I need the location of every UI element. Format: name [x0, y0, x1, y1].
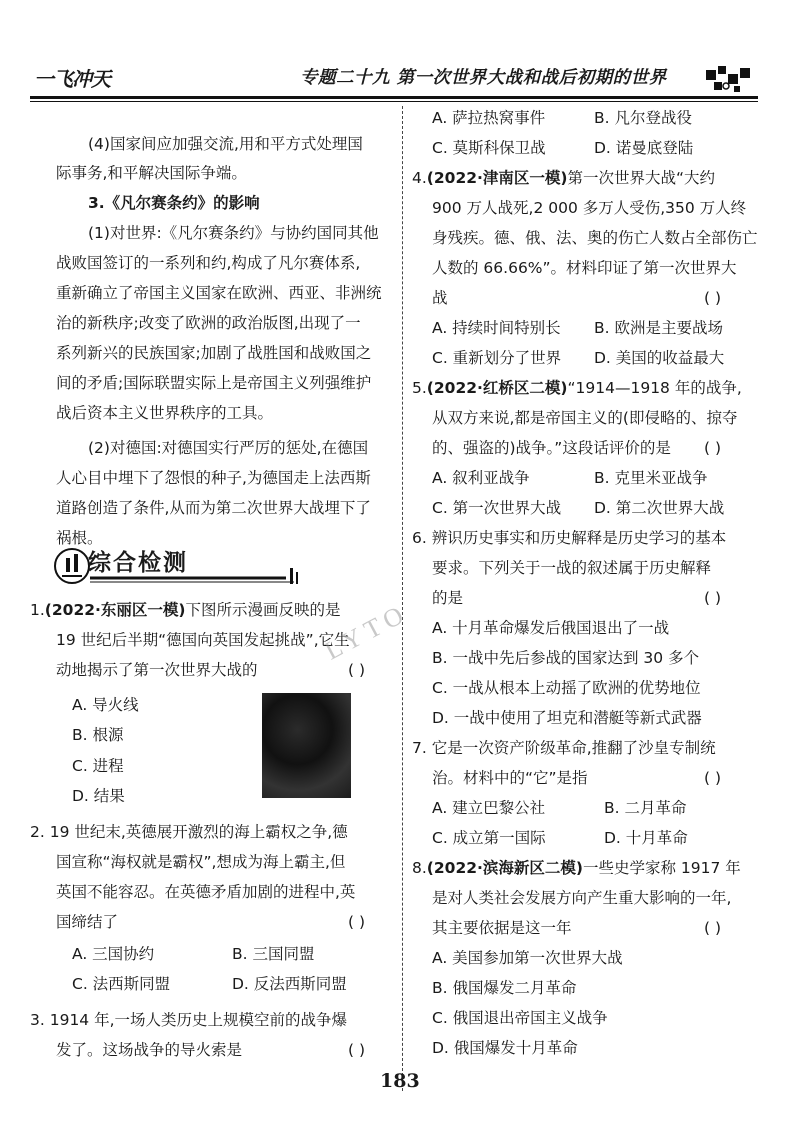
question-text: 身残疾。德、俄、法、奥的伤亡人数占全部伤亡 [432, 229, 758, 247]
question-text: 一些史学家称 1917 年 [583, 859, 741, 877]
intro-line: (4)国家间应加强交流,用和平方式处理国 [88, 135, 363, 153]
question-text: 下图所示漫画反映的是 [185, 601, 341, 619]
section-heading: 3.《凡尔赛条约》的影响 [88, 194, 260, 212]
paragraph-line: 道路创造了条件,从而为第二次世界大战埋下了 [56, 499, 371, 517]
question-number: 5. [412, 379, 427, 397]
paragraph-line: 人心目中埋下了怨恨的种子,为德国走上法西斯 [56, 469, 371, 487]
question-text: 900 万人战死,2 000 多万人受伤,350 万人终 [432, 199, 747, 217]
question-source: (2022·津南区一模) [426, 169, 568, 187]
question-text: 7. 它是一次资产阶级革命,推翻了沙皇专制统 [412, 739, 716, 757]
question-text: 的是 [432, 589, 464, 607]
option-b: B. 根源 [72, 726, 124, 744]
question-text: 3. 1914 年,一场人类历史上规模空前的战争爆 [30, 1011, 348, 1029]
option-c: C. 重新划分了世界 [432, 349, 562, 367]
option-a: A. 十月革命爆发后俄国退出了一战 [432, 619, 670, 637]
answer-paren: ( ) [348, 1041, 366, 1059]
column-divider [402, 106, 403, 1091]
option-c: C. 莫斯科保卫战 [432, 139, 546, 157]
paragraph-line: 系列新兴的民族国家;加剧了战胜国和战败国之 [56, 344, 372, 362]
option-b: B. 二月革命 [604, 799, 687, 817]
option-c: C. 进程 [72, 757, 124, 775]
question-text: 6. 辨识历史事实和历史解释是历史学习的基本 [412, 529, 727, 547]
question-4 [412, 168, 715, 188]
option-d: D. 第二次世界大战 [594, 499, 725, 517]
paragraph-line: 战后资本主义世界秩序的工具。 [56, 404, 274, 422]
option-b: B. 俄国爆发二月革命 [432, 979, 577, 997]
question-text: 其主要依据是这一年 [432, 919, 572, 937]
option-a: A. 叙利亚战争 [432, 469, 530, 487]
answer-paren: ( ) [704, 919, 722, 937]
option-d: D. 反法西斯同盟 [232, 975, 347, 993]
cartoon-image [262, 693, 351, 798]
banner-title: 综合检测 [88, 550, 188, 576]
question-text: 是对人类社会发展方向产生重大影响的一年, [432, 889, 732, 907]
answer-paren: ( ) [704, 589, 722, 607]
question-text: “1914—1918 年的战争, [567, 379, 742, 397]
watermark-text: LYTO [320, 597, 414, 666]
option-d: D. 俄国爆发十月革命 [432, 1039, 578, 1057]
question-text: 要求。下列关于一战的叙述属于历史解释 [432, 559, 712, 577]
answer-paren: ( ) [348, 661, 366, 679]
header-decoration-icon [704, 64, 752, 94]
paragraph-line: 祸根。 [56, 529, 103, 547]
option-a: A. 导火线 [72, 696, 139, 714]
question-text: 国宣称“海权就是霸权”,想成为海上霸主,但 [56, 853, 346, 871]
question-text: 治。材料中的“它”是指 [432, 769, 588, 787]
option-a: A. 三国协约 [72, 945, 155, 963]
option-d: D. 诺曼底登陆 [594, 139, 694, 157]
question-8 [412, 858, 741, 878]
option-a: A. 美国参加第一次世界大战 [432, 949, 623, 967]
question-text: 动地揭示了第一次世界大战的 [56, 661, 258, 679]
question-number: 4. [412, 169, 427, 187]
question-text: 的、强盗的)战争。”这段话评价的是 [432, 439, 671, 457]
question-text: 发了。这场战争的导火索是 [56, 1041, 243, 1059]
answer-paren: ( ) [704, 769, 722, 787]
option-b: B. 克里米亚战争 [594, 469, 708, 487]
option-c: C. 法西斯同盟 [72, 975, 171, 993]
option-a: A. 萨拉热窝事件 [432, 109, 546, 127]
intro-line: 际事务,和平解决国际争端。 [56, 164, 247, 182]
answer-paren: ( ) [704, 289, 722, 307]
paragraph-line: 战败国签订的一系列和约,构成了凡尔赛体系, [56, 254, 361, 272]
paragraph-line: 间的矛盾;国际联盟实际上是帝国主义列强维护 [56, 374, 372, 392]
question-text: 19 世纪后半期“德国向英国发起挑战”,它生 [56, 631, 350, 649]
question-text: 战 [432, 289, 448, 307]
question-source: (2022·红桥区二模) [426, 379, 568, 397]
option-d: D. 结果 [72, 787, 125, 805]
page-number: 183 [380, 1070, 420, 1092]
option-c: C. 第一次世界大战 [432, 499, 562, 517]
option-a: A. 持续时间特别长 [432, 319, 561, 337]
question-1 [30, 600, 341, 620]
option-b: B. 三国同盟 [232, 945, 315, 963]
option-d: D. 十月革命 [604, 829, 688, 847]
question-text: 从双方来说,都是帝国主义的(即侵略的、掠夺 [432, 409, 738, 427]
answer-paren: ( ) [704, 439, 722, 457]
paragraph-line: 治的新秩序;改变了欧洲的政治版图,出现了一 [56, 314, 361, 332]
option-a: A. 建立巴黎公社 [432, 799, 546, 817]
option-b: B. 一战中先后参战的国家达到 30 多个 [432, 649, 700, 667]
question-text: 人数的 66.66%”。材料印证了第一次世界大 [432, 259, 737, 277]
question-text: 第一次世界大战“大约 [567, 169, 716, 187]
answer-paren: ( ) [348, 913, 366, 931]
option-c: C. 俄国退出帝国主义战争 [432, 1009, 608, 1027]
option-c: C. 成立第一国际 [432, 829, 546, 847]
option-b: B. 凡尔登战役 [594, 109, 692, 127]
header-rule-thin [30, 101, 758, 102]
chapter-title: 专题二十九 第一次世界大战和战后初期的世界 [300, 68, 667, 88]
question-source: (2022·东丽区一模) [44, 601, 186, 619]
question-text: 2. 19 世纪末,英德展开激烈的海上霸权之争,德 [30, 823, 348, 841]
question-number: 8. [412, 859, 427, 877]
paragraph-line: (2)对德国:对德国实行严厉的惩处,在德国 [88, 439, 369, 457]
question-text: 英国不能容忍。在英德矛盾加剧的进程中,英 [56, 883, 356, 901]
header-rule-thick [30, 96, 758, 99]
paragraph-line: 重新确立了帝国主义国家在欧洲、西亚、非洲统 [56, 284, 382, 302]
question-number: 1. [30, 601, 45, 619]
paragraph-line: (1)对世界:《凡尔赛条约》与协约国同其他 [88, 224, 379, 242]
option-d: D. 美国的收益最大 [594, 349, 725, 367]
question-source: (2022·滨海新区二模) [426, 859, 583, 877]
option-b: B. 欧洲是主要战场 [594, 319, 723, 337]
brand-logo-text: 一飞冲天 [34, 67, 110, 91]
option-d: D. 一战中使用了坦克和潜艇等新式武器 [432, 709, 702, 727]
question-5 [412, 378, 742, 398]
option-c: C. 一战从根本上动摇了欧洲的优势地位 [432, 679, 701, 697]
question-text: 国缔结了 [56, 913, 119, 931]
